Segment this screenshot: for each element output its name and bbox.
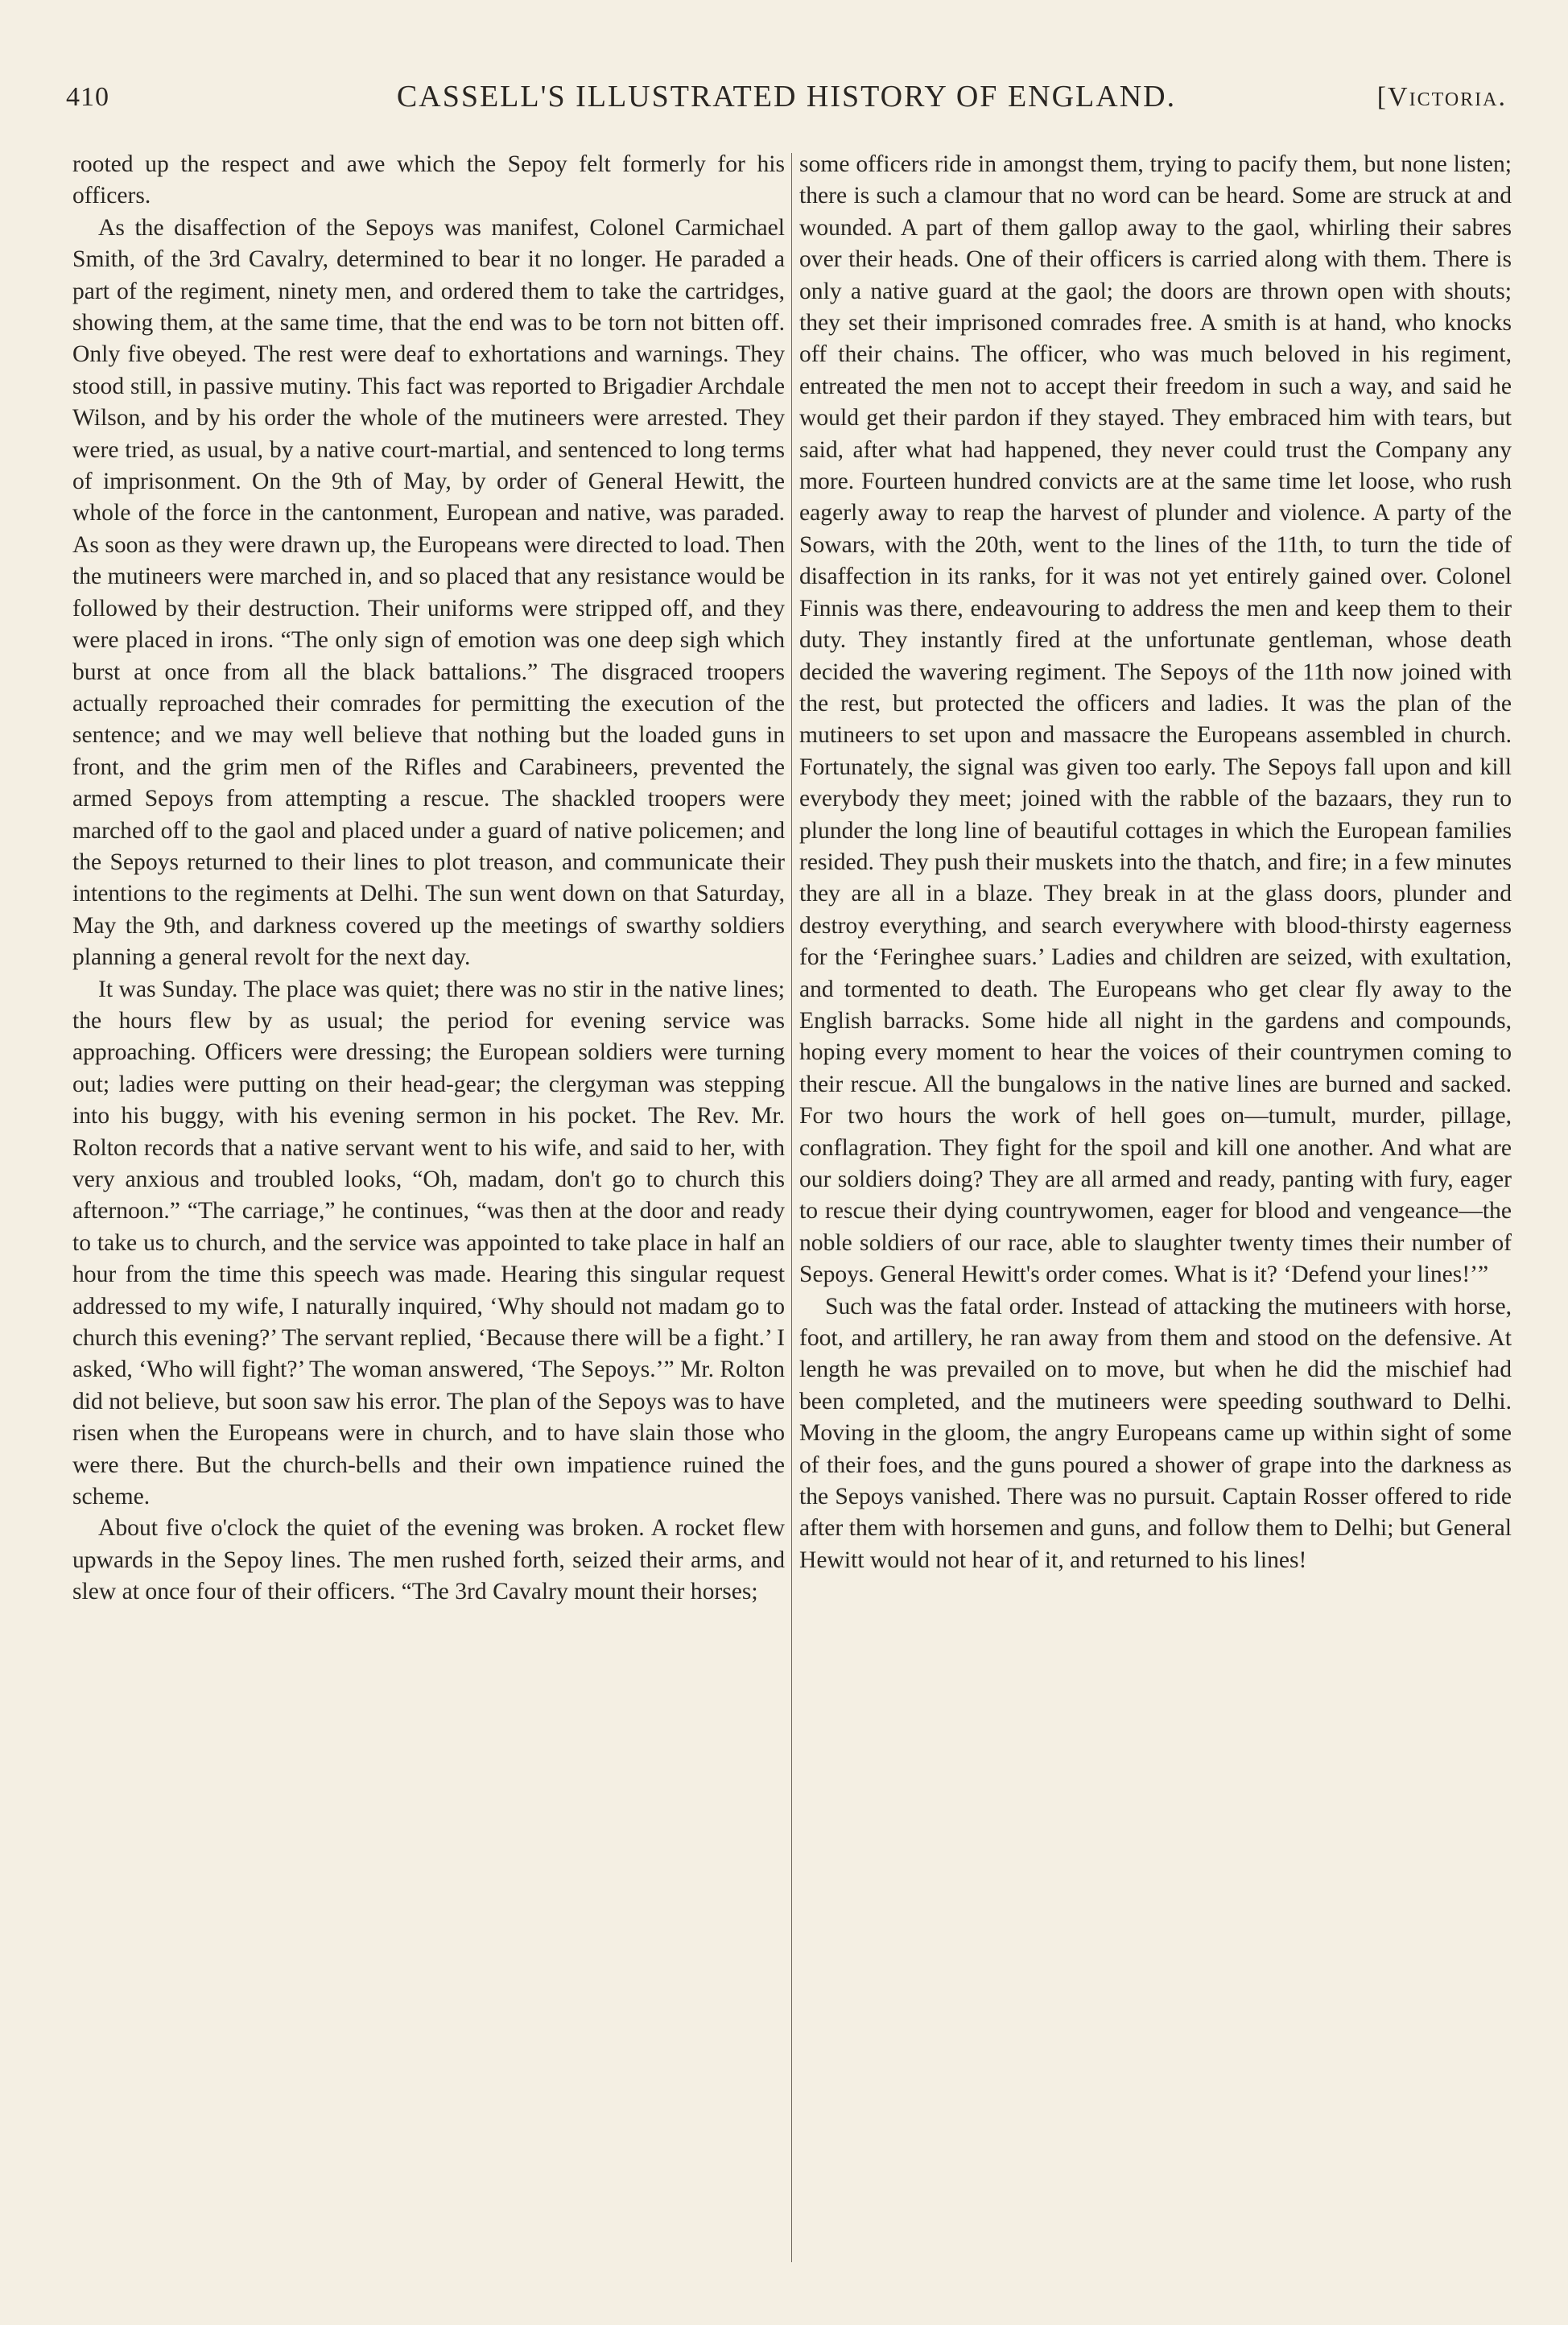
reign-label: [Victoria. [1376,82,1507,112]
left-column [72,149,785,1609]
paragraph: It was Sunday. The place was quiet; there was no stir in the native lines; the hours flew by as usual; the period for evening service was approaching. Officers were dressing; the European soldiers were turning out; ladies were putting on their head-gear; the clergyman was stepping into his buggy, with his evening sermon in his pocket. The Rev. Mr. Rolton records that a native servant went to his wife, and said to her, with very anxious and troubled looks, “Oh, madam, don't go to church this afternoon.” “The carriage,” he continues, “was then at the door and ready to take us to church, and the service was appointed to take place in half an hour from the time this speech was made. Hearing this singular request addressed to my wife, I naturally inquired, ‘Why should not madam go to church this evening?’ The servant replied, ‘Because there will be a fight.’ I asked, ‘Who will fight?’ The woman answered, ‘The Sepoys.’” Mr. Rolton did not believe, but soon saw his error. The plan of the Sepoys was to have risen when the Europeans were in church, and to have slain those who were there. But the church-bells and their own impatience ruined the scheme. [72,976,785,1510]
paragraph: rooted up the respect and awe which the Sepoy felt formerly for his officers. [72,151,785,209]
right-column [799,149,1512,1576]
running-header [66,74,1507,122]
paragraph: some officers ride in amongst them, trying to pacify them, but none listen; there is such a clamour that no word can be heard. Some are struck at and wounded. A part of them gallop away to the gaol, whirling their sabres over their heads. One of their officers is carried along with them. There is only a native guard at the gaol; the doors are thrown open with shouts; they set their imprisoned comrades free. A smith is at hand, who knocks off their chains. The officer, who was much beloved in his regiment, entreated the men not to accept their freedom in such a way, and said he would get their pardon if they stayed. They embraced him with tears, but said, after what had happened, they never could trust the Company any more. Fourteen hundred convicts are at the same time let loose, who rush eagerly away to reap the harvest of plunder and violence. A party of the Sowars, with the 20th, went to the lines of the 11th, to turn the tide of disaffection in its ranks, for it was not yet entirely gained over. Colonel Finnis was there, endeavouring to address the men and keep them to their duty. They instantly fired at the unfortunate gentleman, whose death decided the wavering regiment. The Sepoys of the 11th now joined with the rest, but protected the officers and ladies. It was the plan of the mutineers to set upon and massacre the Europeans assembled in church. Fortunately, the signal was given too early. The Sepoys fall upon and kill everybody they meet; joined with the rabble of the bazaars, they run to plunder the long line of beautiful cottages in which the European families resided. They push their muskets into the thatch, and fire; in a few minutes they are all in a blaze. They break in at the glass doors, plunder and destroy everything, and search everywhere with blood-thirsty eagerness for the ‘Feringhee suars.’ Ladies and children are seized, with exultation, and tormented to death. The Europeans who get clear fly away to the English barracks. Some hide all night in the gardens and compounds, hoping every moment to hear the voices of their countrymen coming to their rescue. All the bungalows in the native lines are burned and sacked. For two hours the work of hell goes on—tumult, murder, pillage, conflagration. They fight for the spoil and kill one another. And what are our soldiers doing? They are all armed and ready, panting with fury, eager to rescue their dying countrywomen, eager for blood and vengeance—the noble soldiers of our race, able to slaughter twenty times their number of Sepoys. General Hewitt's order comes. What is it? ‘Defend your lines!’” [799,151,1512,1288]
column-divider [791,153,792,2262]
paragraph: About five o'clock the quiet of the evening was broken. A rocket flew upwards in the Sepoy lines. The men rushed forth, seized their arms, and slew at once four of their officers. “The 3rd Cavalry mount their horses; [72,1515,785,1605]
running-title: CASSELL'S ILLUSTRATED HISTORY OF ENGLAND. [396,80,1177,114]
paragraph: Such was the fatal order. Instead of attacking the mutineers with horse, foot, and artillery, he ran away from them and stood on the defensive. At length he was prevailed on to move, but when he did the mischief had been completed, and the mutineers were speeding southward to Delhi. Moving in the gloom, the angry Europeans came up within sight of some of their foes, and the guns poured a shower of grape into the darkness as the Sepoys vanished. There was no pursuit. Captain Rosser offered to ride after them with horsemen and guns, and follow them to Delhi; but General Hewitt would not hear of it, and returned to his lines! [799,1293,1512,1573]
page-number: 410 [66,82,109,112]
paragraph: As the disaffection of the Sepoys was manifest, Colonel Carmichael Smith, of the 3rd Cavalry, determined to bear it no longer. He paraded a part of the regiment, ninety men, and ordered them to take the cartridges, showing them, at the same time, that the end was to be torn not bitten off. Only five obeyed. The rest were deaf to exhortations and warnings. They stood still, in passive mutiny. This fact was reported to Brigadier Archdale Wilson, and by his order the whole of the mutineers were arrested. They were tried, as usual, by a native court-martial, and sentenced to long terms of imprisonment. On the 9th of May, by order of General Hewitt, the whole of the force in the cantonment, European and native, was paraded. As soon as they were drawn up, the Europeans were directed to load. Then the mutineers were marched in, and so placed that any resistance would be followed by their destruction. Their uniforms were stripped off, and they were placed in irons. “The only sign of emotion was one deep sigh which burst at once from all the black battalions.” The disgraced troopers actually reproached their comrades for permitting the execution of the sentence; and we may well believe that nothing but the loaded guns in front, and the grim men of the Rifles and Carabineers, prevented the armed Sepoys from attempting a rescue. The shackled troopers were marched off to the gaol and placed under a guard of native policemen; and the Sepoys returned to their lines to plot treason, and communicate their intentions to the regiments at Delhi. The sun went down on that Saturday, May the 9th, and darkness covered up the meetings of swarthy soldiers planning a general revolt for the next day. [72,214,785,971]
